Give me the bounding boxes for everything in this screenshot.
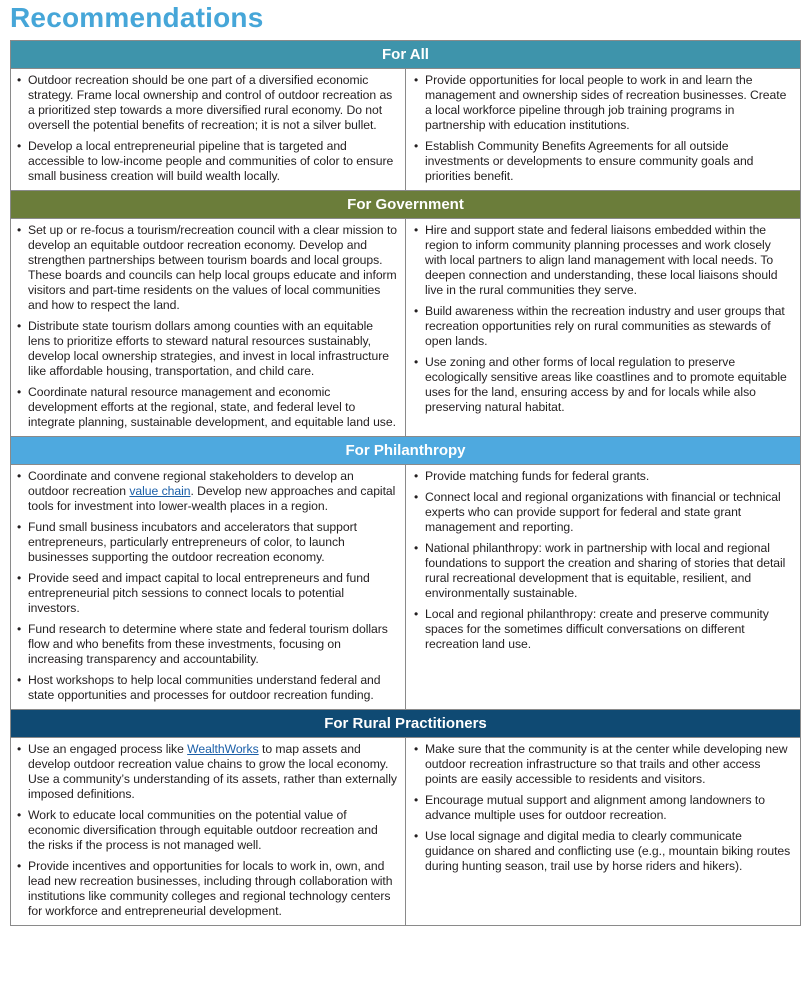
list-item: • Fund research to determine where state and federal tourism dollars flow and who benefits from these investments, focusing on increasing transparency and accountability.	[17, 622, 397, 667]
list-item: • Use local signage and digital media to clearly communicate guidance on shared and conflicting use (e.g., mountain biking routes during hunting season, trail use by horse riders and hikers).	[414, 829, 792, 874]
value-chain-link[interactable]: value chain	[129, 484, 191, 498]
list-item: • Local and regional philanthropy: create and preserve community spaces for the sometimes difficult conversations on different recreation land use.	[414, 607, 792, 652]
list-item: • Provide opportunities for local people to work in and learn the management and ownership sides of recreation businesses. Create a local workforce pipeline through job training programs in partnership with education institutions.	[414, 73, 792, 133]
section-header-for-all: For All	[11, 41, 800, 69]
left-column	[11, 738, 406, 925]
section-header-for-rural-practitioners: For Rural Practitioners	[11, 710, 800, 738]
list-item: • Establish Community Benefits Agreements for all outside investments or developments to ensure community goals and priorities benefit.	[414, 139, 792, 184]
list-item: • Build awareness within the recreation industry and user groups that recreation opportunities rely on rural communities as stewards of open lands.	[414, 304, 792, 349]
section-header-for-government: For Government	[11, 191, 800, 219]
list-item: • Use an engaged process like WealthWorks to map assets and develop outdoor recreation value chains to grow the local economy. Use a community’s understanding of its assets, rather than externally imposed definitions.	[17, 742, 397, 802]
list-item: • National philanthropy: work in partnership with local and regional foundations to support the creation and sharing of stories that detail rural recreational development that is equitable, resilient, and environmentally sustainable.	[414, 541, 792, 601]
section-header-for-philanthropy: For Philanthropy	[11, 437, 800, 465]
list-item: • Provide seed and impact capital to local entrepreneurs and fund entrepreneurial pitch sessions to connect locals to potential investors.	[17, 571, 397, 616]
list-item: • Hire and support state and federal liaisons embedded within the region to inform community planning processes and work closely with local partners to align land management with local needs. To deepen connection and understanding, these local liaisons should live in the rural communities they serve.	[414, 223, 792, 298]
section-row-for-philanthropy	[11, 465, 800, 710]
page-title: Recommendations	[10, 2, 264, 33]
left-column	[11, 219, 406, 436]
wealthworks-link[interactable]: WealthWorks	[187, 742, 259, 756]
right-column	[406, 738, 800, 925]
list-item: • Make sure that the community is at the center while developing new outdoor recreation infrastructure so that trails and other access points are easily accessible to residents and visitors.	[414, 742, 792, 787]
list-item: • Connect local and regional organizations with financial or technical experts who can provide support for federal and state grant management and reporting.	[414, 490, 792, 535]
list-item: • Work to educate local communities on the potential value of economic diversification through equitable outdoor recreation and the risks if the process is not managed well.	[17, 808, 397, 853]
list-item: • Outdoor recreation should be one part of a diversified economic strategy. Frame local ownership and control of outdoor recreation as a prioritized step towards a more diversified rural economy. Do not oversell the potential benefits of recreation; it is not a silver bullet.	[17, 73, 397, 133]
right-column	[406, 219, 800, 436]
list-item: • Set up or re-focus a tourism/recreation council with a clear mission to develop an equitable outdoor recreation economy. Develop and strengthen partnerships between tourism boards and local groups. These boards and councils can help local groups educate and inform visitors and part-time residents on the values of local communities and how to respect the land.	[17, 223, 397, 313]
right-column	[406, 465, 800, 709]
left-column	[11, 69, 406, 190]
recommendations-table	[10, 40, 801, 926]
list-item: • Provide incentives and opportunities for locals to work in, own, and lead new recreation businesses, including through collaboration with institutions like community colleges and regional technology centers for workforce and entrepreneurial development.	[17, 859, 397, 919]
list-item: • Develop a local entrepreneurial pipeline that is targeted and accessible to low-income people and communities of color to ensure small business creation will build wealth locally.	[17, 139, 397, 184]
list-item: • Fund small business incubators and accelerators that support entrepreneurs, particularly entrepreneurs of color, to launch businesses supporting the outdoor recreation economy.	[17, 520, 397, 565]
list-item: • Provide matching funds for federal grants.	[414, 469, 792, 484]
right-column	[406, 69, 800, 190]
section-row-for-all	[11, 69, 800, 191]
list-item: • Distribute state tourism dollars among counties with an equitable lens to prioritize efforts to steward natural resources sustainably, develop local ownership strategies, and invest in local infrastructure like affordable housing, transportation, and child care.	[17, 319, 397, 379]
section-row-for-rural-practitioners	[11, 738, 800, 925]
list-item: • Coordinate natural resource management and economic development efforts at the regional, state, and federal level to integrate planning, sustainable development, and equitable land use.	[17, 385, 397, 430]
list-item: • Use zoning and other forms of local regulation to preserve ecologically sensitive areas like coastlines and to promote equitable uses for the land, ensuring access by and for locals while also preserving natural habitat.	[414, 355, 792, 415]
left-column	[11, 465, 406, 709]
section-row-for-government	[11, 219, 800, 437]
list-item: • Host workshops to help local communities understand federal and state opportunities and processes for outdoor recreation funding.	[17, 673, 397, 703]
list-item: • Encourage mutual support and alignment among landowners to advance multiple uses for outdoor recreation.	[414, 793, 792, 823]
list-item: • Coordinate and convene regional stakeholders to develop an outdoor recreation value chain. Develop new approaches and capital tools for investment into lower-wealth places in a region.	[17, 469, 397, 514]
